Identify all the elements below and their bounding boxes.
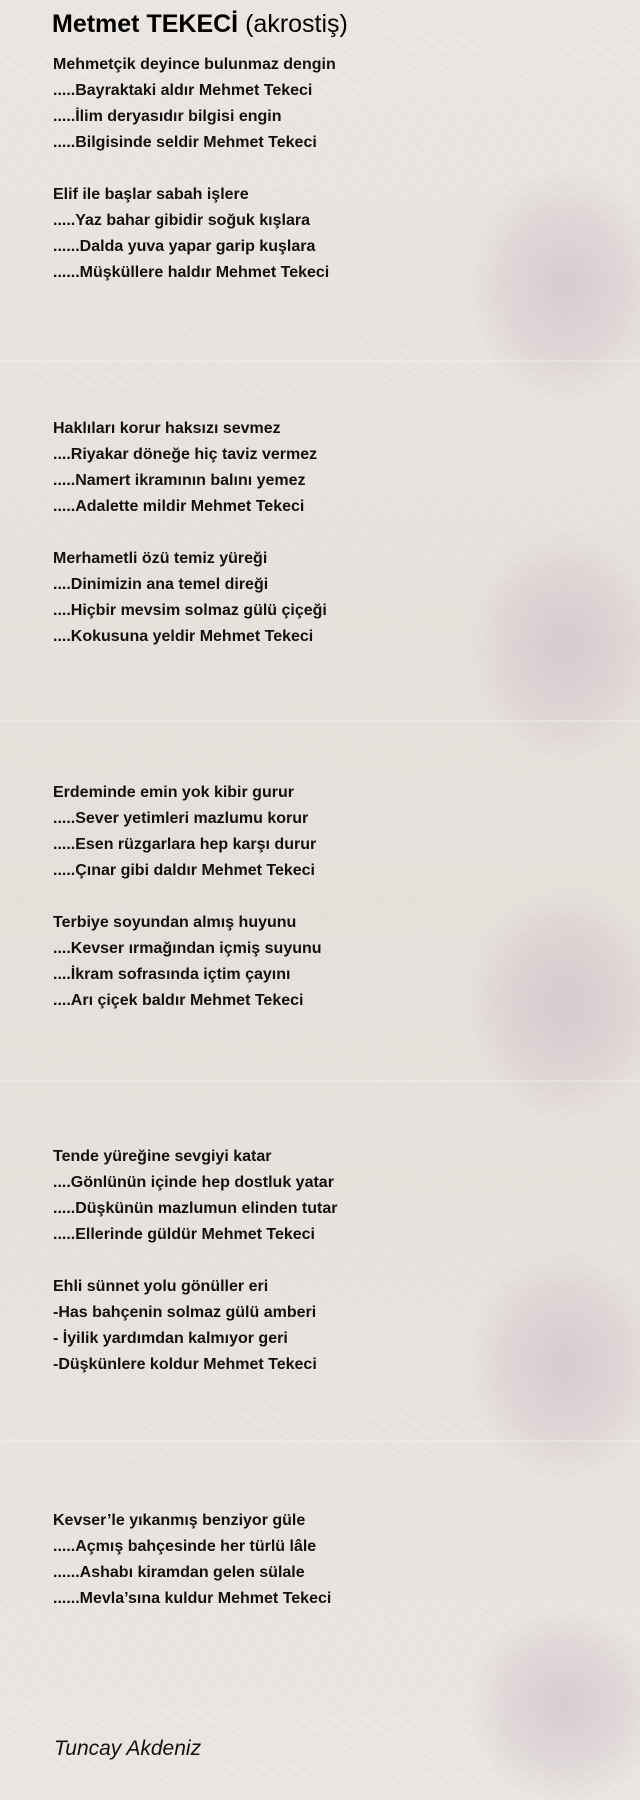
poem-line: Haklıları korur haksızı sevmez [53,420,281,437]
stanza-spacer [53,1248,613,1274]
stanza-spacer [53,156,613,182]
section-spacer [53,286,613,416]
poem-line: -Has bahçenin solmaz gülü amberi [53,1304,317,1321]
poem-line: ....Dinimizin ana temel direği [53,576,269,593]
poem-line: Terbiye soyundan almış huyunu [53,914,297,931]
poem-line: .....Bilgisinde seldir Mehmet Tekeci [53,134,317,151]
poem-line: ....Arı çiçek baldır Mehmet Tekeci [53,992,304,1009]
poem-line: .....Bayraktaki aldır Mehmet Tekeci [53,82,313,99]
stanza [53,1144,613,1248]
poem-line: Elif ile başlar sabah işlere [53,186,249,203]
poem-body [53,52,613,1612]
poem-line: .....Açmış bahçesinde her türlü lâle [53,1538,317,1555]
stanza-spacer [53,884,613,910]
poem-title-main: Metmet TEKECİ [52,10,239,38]
poem-line: .....Esen rüzgarlara hep karşı durur [53,836,317,853]
poem-line: Ehli sünnet yolu gönüller eri [53,1278,269,1295]
poem-title-subtitle: (akrostiş) [245,10,348,38]
stanza [53,910,613,1014]
stanza-spacer [53,520,613,546]
poem-line: Kevser’le yıkanmış benziyor güle [53,1512,306,1529]
poem-line: .....Sever yetimleri mazlumu korur [53,810,309,827]
stanza [53,1274,613,1378]
poem-line: ....Kokusuna yeldir Mehmet Tekeci [53,628,314,645]
poem-line: ....Riyakar döneğe hiç taviz vermez [53,446,318,463]
poem-title [52,10,348,39]
poem-line: .....Namert ikramının balını yemez [53,472,306,489]
poem-line: ......Mevla’sına kuldur Mehmet Tekeci [53,1590,332,1607]
stanza [53,780,613,884]
poem-line: Tende yüreğine sevgiyi katar [53,1148,272,1165]
poem-line: .....Yaz bahar gibidir soğuk kışlara [53,212,310,229]
poem-line: Erdeminde emin yok kibir gurur [53,784,294,801]
poem-line: Merhametli özü temiz yüreği [53,550,268,567]
author-signature: Tuncay Akdeniz [54,1737,202,1760]
poem-line: .....Adalette mildir Mehmet Tekeci [53,498,305,515]
stanza [53,52,613,156]
poem-line: ....Gönlünün içinde hep dostluk yatar [53,1174,334,1191]
poem-line: ....İkram sofrasında içtim çayını [53,966,291,983]
poem-line: .....İlim deryasıdır bilgisi engin [53,108,282,125]
poem-line: .....Düşkünün mazlumun elinden tutar [53,1200,338,1217]
stanza [53,546,613,650]
poem-line: Mehmetçik deyince bulunmaz dengin [53,56,336,73]
ink-blot-decoration [470,1610,640,1800]
stanza [53,182,613,286]
section-spacer [53,1014,613,1144]
poem-line: - İyilik yardımdan kalmıyor geri [53,1330,288,1347]
section-spacer [53,1378,613,1508]
poem-line: ....Kevser ırmağından içmiş suyunu [53,940,322,957]
poem-line: ......Dalda yuva yapar garip kuşlara [53,238,316,255]
poem-line: -Düşkünlere koldur Mehmet Tekeci [53,1356,317,1373]
section-spacer [53,650,613,780]
poem-line: ......Ashabı kiramdan gelen sülale [53,1564,305,1581]
poem-line: .....Çınar gibi daldır Mehmet Tekeci [53,862,315,879]
poem-line: ....Hiçbir mevsim solmaz gülü çiçeği [53,602,327,619]
stanza [53,416,613,520]
poem-line: .....Ellerinde güldür Mehmet Tekeci [53,1226,315,1243]
stanza [53,1508,613,1612]
poem-line: ......Müşküllere haldır Mehmet Tekeci [53,264,330,281]
